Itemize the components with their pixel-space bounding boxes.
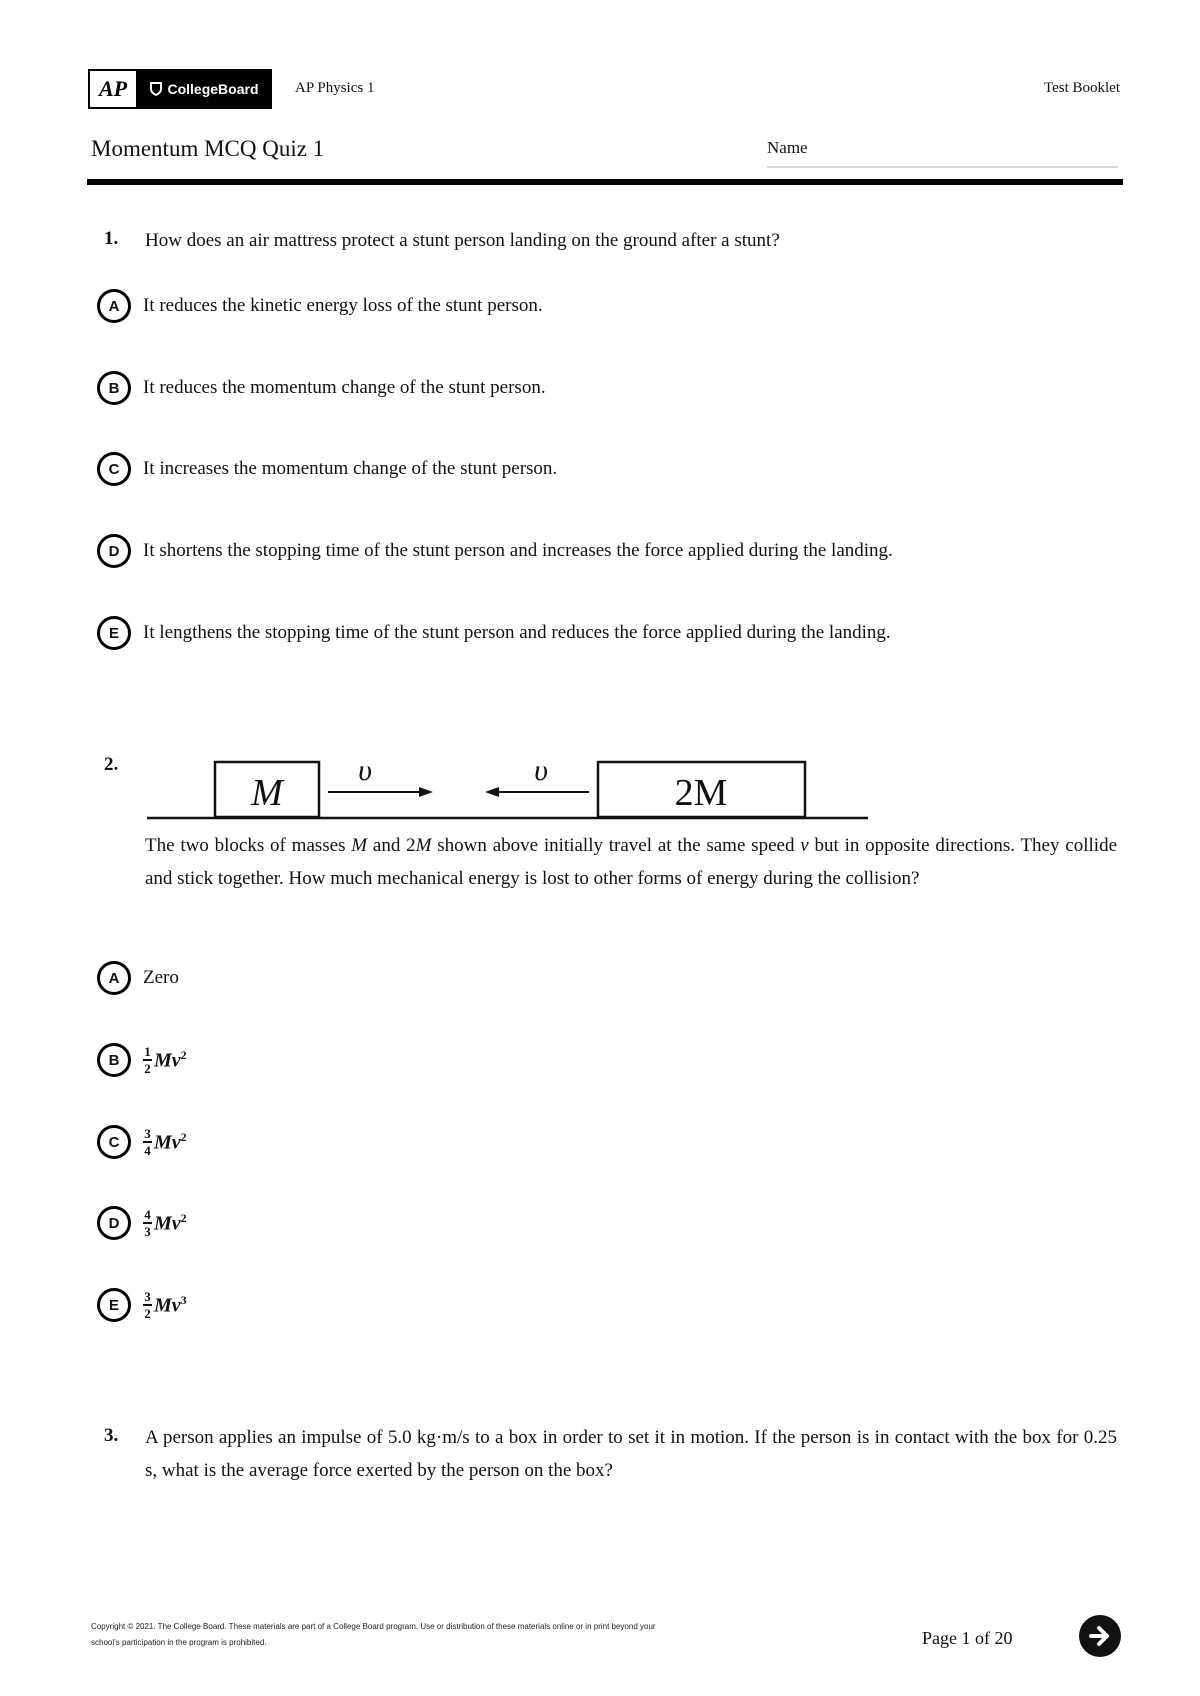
- header-divider: [87, 179, 1123, 185]
- right-arrow-icon: [419, 787, 433, 797]
- expr-body: Mv: [154, 1131, 181, 1154]
- choice-text: It increases the momentum change of the stunt person.: [143, 458, 558, 479]
- math-expression: [154, 1293, 187, 1318]
- expr-body: Mv: [154, 1049, 181, 1072]
- course-name: AP Physics 1: [295, 80, 375, 96]
- choice-text: It lengthens the stopping time of the stunt person and reduces the force applied during the landing.: [143, 622, 891, 643]
- choice-text: It reduces the kinetic energy loss of the stunt person.: [143, 295, 543, 316]
- question-1-number: 1.: [104, 228, 119, 249]
- q2-choice-a[interactable]: [97, 961, 179, 995]
- exponent: 2: [180, 1129, 187, 1144]
- q2-mass-symbol: M: [351, 835, 368, 856]
- block-m-label: M: [251, 772, 283, 814]
- left-velocity-label: υ: [358, 754, 372, 787]
- q2-choice-b[interactable]: [97, 1043, 187, 1077]
- fraction: [143, 1045, 152, 1075]
- ap-collegeboard-logo: [88, 69, 272, 109]
- choice-bubble[interactable]: E: [97, 616, 131, 650]
- numerator: 4: [144, 1207, 151, 1223]
- q1-choice-a[interactable]: [97, 289, 543, 323]
- numerator: 3: [144, 1126, 151, 1142]
- right-velocity-label: υ: [534, 754, 548, 787]
- question-2-text: [145, 829, 1117, 895]
- q2-choice-c[interactable]: [97, 1125, 187, 1159]
- choice-bubble[interactable]: C: [97, 452, 131, 486]
- q2-choice-e[interactable]: [97, 1288, 187, 1322]
- denominator: 2: [144, 1060, 151, 1076]
- math-expression: [154, 1048, 187, 1073]
- q2-text-part: and 2: [367, 835, 416, 856]
- copyright-line-1: Copyright © 2021. The College Board. These materials are part of a College Board program. Use or distribution of these materials online or in print beyond your: [91, 1622, 656, 1631]
- arrow-right-circle-icon: [1085, 1621, 1115, 1651]
- copyright-notice: [91, 1619, 811, 1651]
- question-2-number: 2.: [104, 754, 119, 775]
- collegeboard-wordmark: CollegeBoard: [167, 81, 259, 97]
- choice-bubble[interactable]: C: [97, 1125, 131, 1159]
- expr-body: Mv: [154, 1294, 181, 1317]
- math-expression: [154, 1211, 187, 1236]
- denominator: 4: [144, 1142, 151, 1158]
- numerator: 3: [144, 1289, 151, 1305]
- quiz-title: Momentum MCQ Quiz 1: [91, 136, 325, 161]
- q1-choice-d[interactable]: [97, 534, 893, 568]
- name-field-line[interactable]: [767, 166, 1118, 168]
- q2-speed-symbol: v: [800, 835, 809, 856]
- collegeboard-logo-mark: [138, 71, 270, 107]
- q2-mass-symbol: M: [415, 835, 432, 856]
- expr-body: Mv: [154, 1212, 181, 1235]
- choice-bubble[interactable]: A: [97, 961, 131, 995]
- page-number: Page 1 of 20: [922, 1628, 1013, 1648]
- exponent: 3: [180, 1292, 187, 1307]
- q2-text-part: shown above initially travel at the same speed: [431, 835, 801, 856]
- denominator: 3: [144, 1223, 151, 1239]
- ap-logo-mark: AP: [90, 71, 138, 107]
- numerator: 1: [144, 1044, 151, 1060]
- copyright-line-2: school’s participation in the program is prohibited.: [91, 1638, 267, 1647]
- q2-text-part: The two blocks of masses: [145, 835, 352, 856]
- q1-choice-c[interactable]: [97, 452, 557, 486]
- fraction: [143, 1208, 152, 1238]
- block-2m-label: 2M: [674, 772, 728, 814]
- choice-bubble[interactable]: D: [97, 534, 131, 568]
- q2-text-part: but in opposite directions. They collide and stick together. How much mechanical energy is lost to other forms of energy during the collision?: [145, 835, 1117, 889]
- choice-bubble[interactable]: A: [97, 289, 131, 323]
- choice-bubble[interactable]: D: [97, 1206, 131, 1240]
- q2-choice-d[interactable]: [97, 1206, 187, 1240]
- denominator: 2: [144, 1305, 151, 1321]
- choice-text: It reduces the momentum change of the stunt person.: [143, 377, 546, 398]
- choice-text: It shortens the stopping time of the stunt person and increases the force applied during the landing.: [143, 540, 893, 561]
- choice-text: Zero: [143, 967, 179, 988]
- choice-bubble[interactable]: B: [97, 1043, 131, 1077]
- exponent: 2: [180, 1047, 187, 1062]
- q1-choice-b[interactable]: [97, 371, 546, 405]
- choice-bubble[interactable]: B: [97, 371, 131, 405]
- shield-icon: [149, 82, 163, 96]
- next-page-button[interactable]: [1079, 1615, 1121, 1657]
- collision-diagram: [145, 750, 870, 822]
- choice-bubble[interactable]: E: [97, 1288, 131, 1322]
- question-3-text: A person applies an impulse of 5.0 kg·m/s to a box in order to set it in motion. If the person is in contact with the box for 0.25 s, what is the average force exerted by the person on the box?: [145, 1427, 1117, 1481]
- q1-choice-e[interactable]: [97, 616, 891, 650]
- booklet-label: Test Booklet: [1043, 80, 1120, 96]
- exponent: 2: [180, 1210, 187, 1225]
- fraction: [143, 1127, 152, 1157]
- name-label: Name: [767, 138, 808, 157]
- left-arrow-icon: [485, 787, 499, 797]
- question-1-text: How does an air mattress protect a stunt person landing on the ground after a stunt?: [145, 230, 780, 251]
- fraction: [143, 1290, 152, 1320]
- question-3-number: 3.: [104, 1425, 119, 1446]
- math-expression: [154, 1130, 187, 1155]
